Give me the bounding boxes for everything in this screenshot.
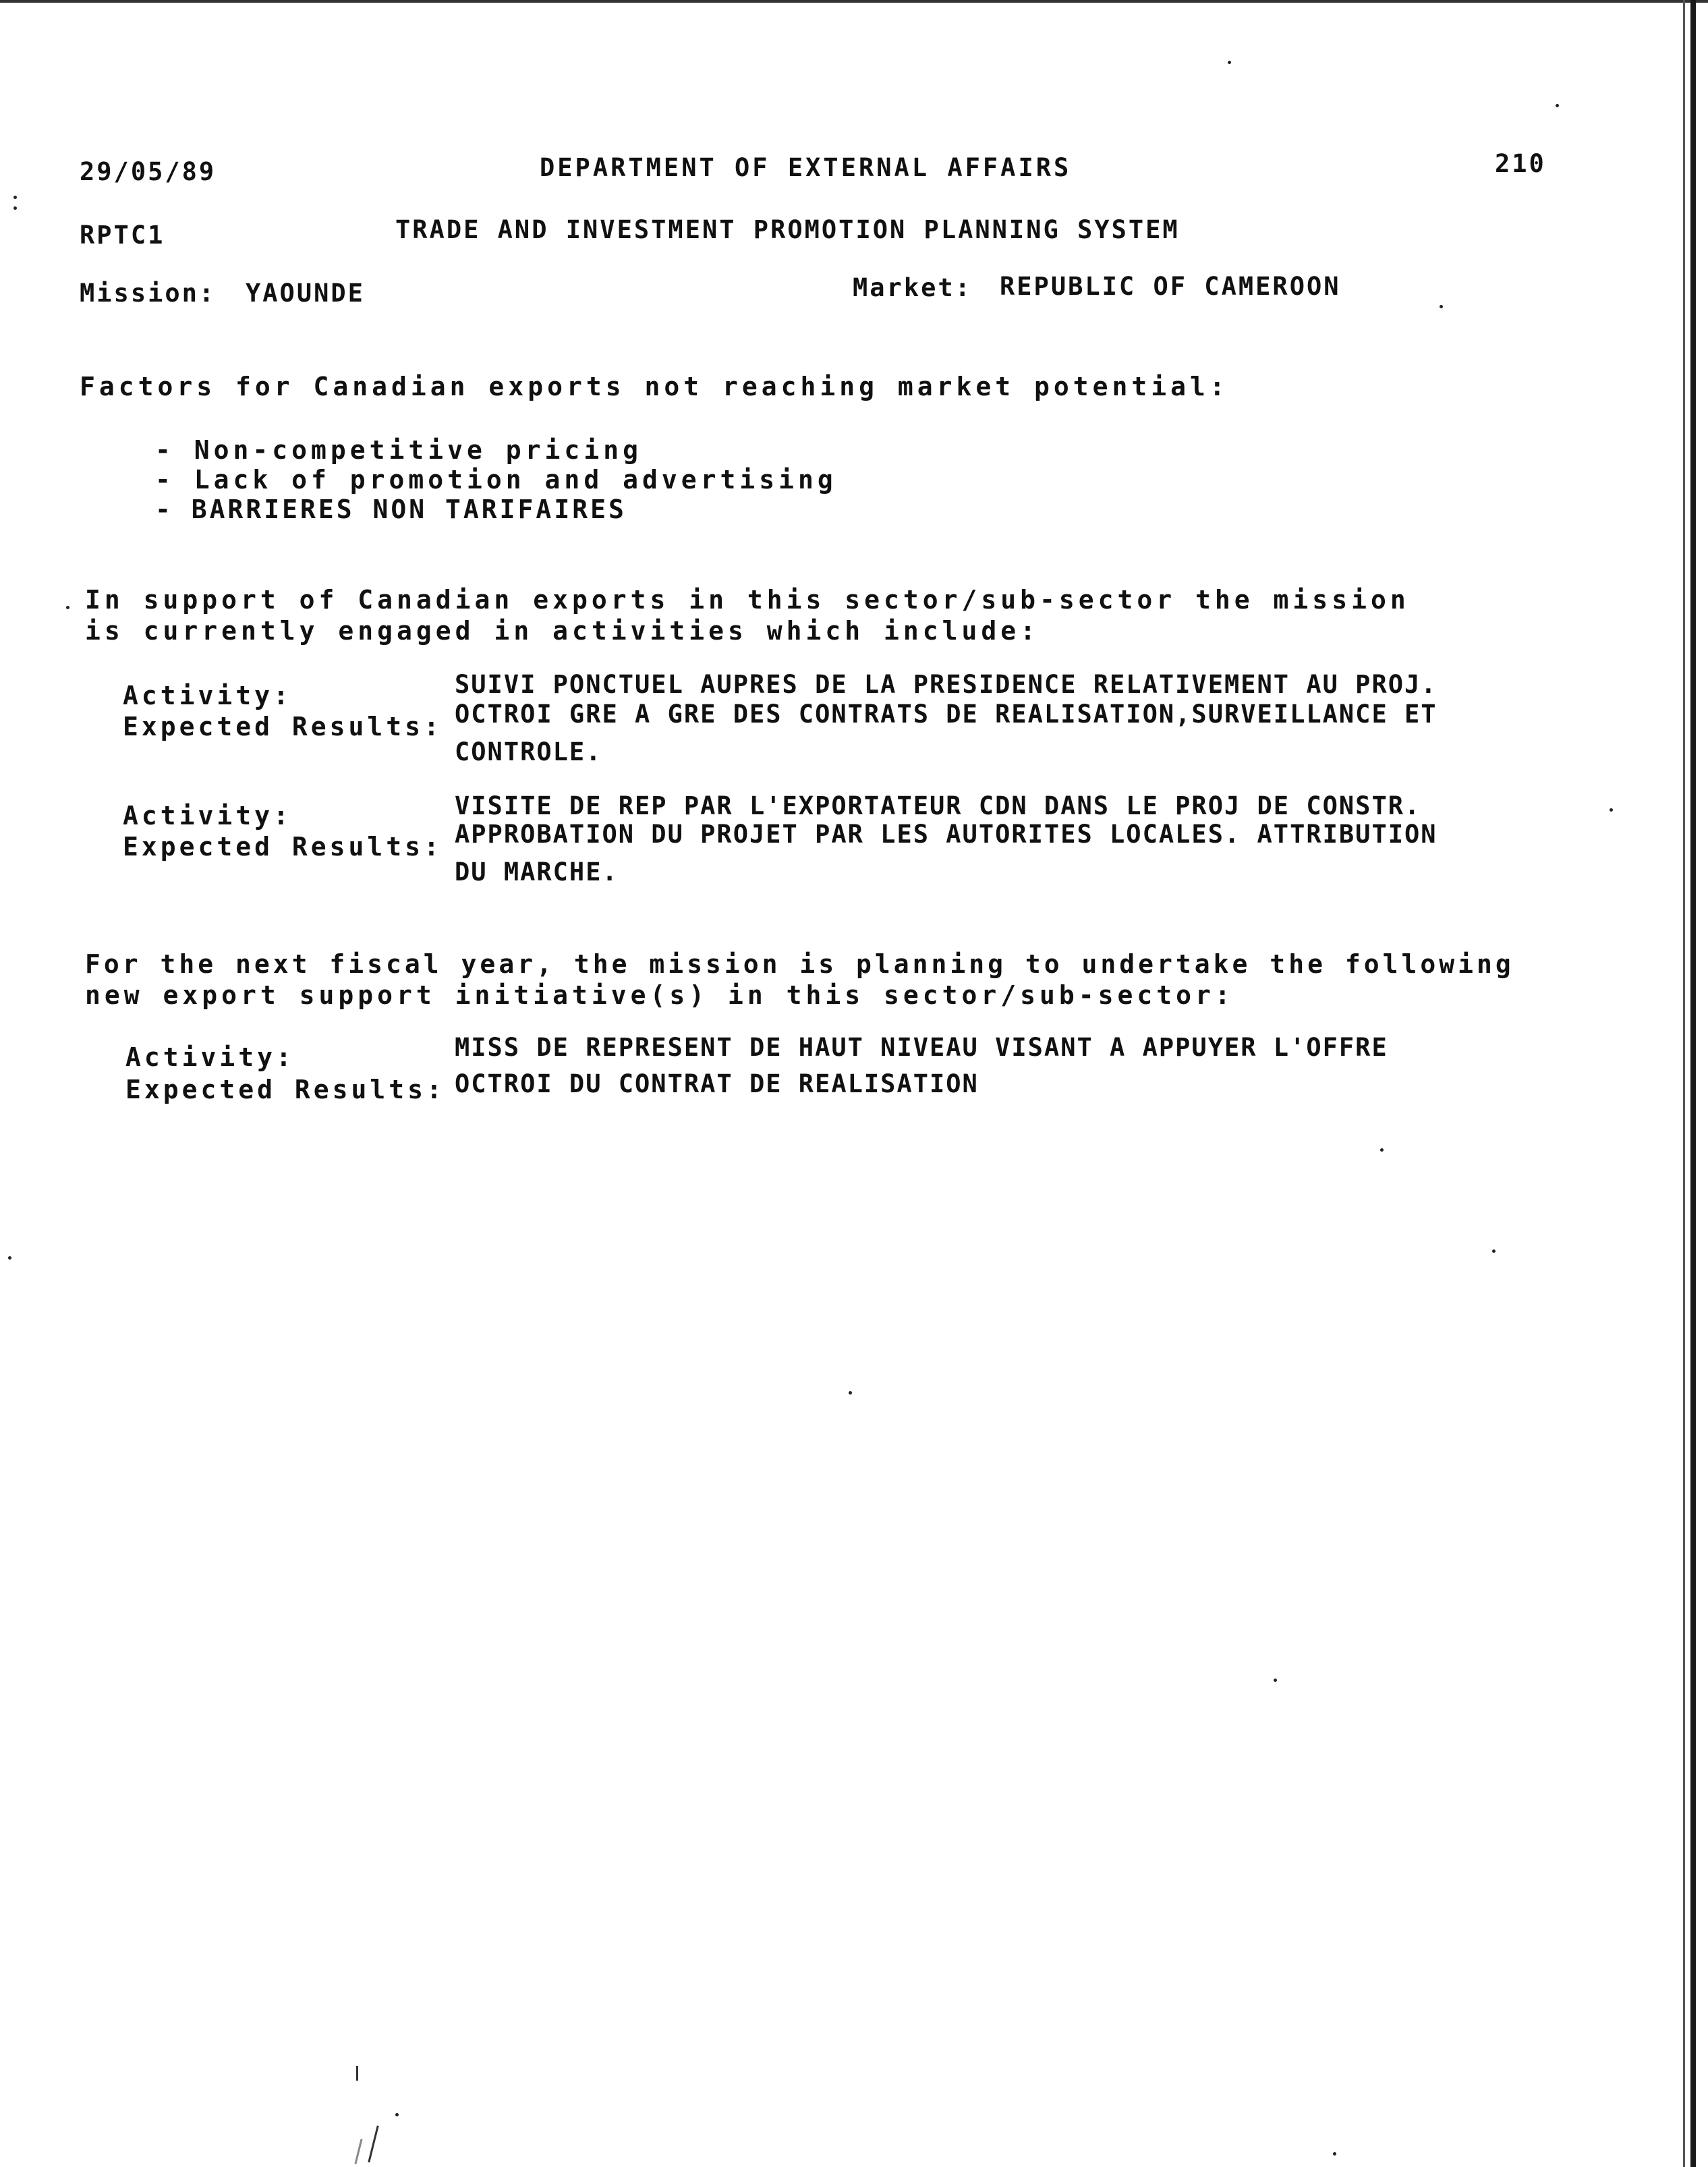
expected-results-text-cont: CONTROLE.: [455, 737, 602, 766]
scan-speck: [1274, 1679, 1277, 1682]
page-number: 210: [1495, 149, 1546, 178]
scan-speck: [13, 206, 17, 210]
activity-label: Activity:: [123, 681, 292, 710]
scan-top-edge: [0, 0, 1708, 3]
scan-mark: [356, 2066, 358, 2081]
report-date: 29/05/89: [80, 157, 217, 186]
activity-text: MISS DE REPRESENT DE HAUT NIVEAU VISANT A APPUYER L'OFFRE: [455, 1033, 1388, 1062]
scan-speck: [13, 196, 17, 199]
scan-speck: [1440, 305, 1443, 308]
market-value: REPUBLIC OF CAMEROON: [1000, 272, 1341, 301]
system-title: TRADE AND INVESTMENT PROMOTION PLANNING SYSTEM: [395, 215, 1180, 244]
next-year-intro-line1: For the next fiscal year, the mission is planning to undertake the following: [85, 949, 1514, 979]
expected-results-text-cont: DU MARCHE.: [455, 857, 619, 886]
scan-speck: [395, 2113, 399, 2116]
expected-results-text: APPROBATION DU PROJET PAR LES AUTORITES LOCALES. ATTRIBUTION: [455, 820, 1437, 849]
factor-item: - Non-competitive pricing: [155, 435, 642, 465]
report-code: RPTC1: [80, 221, 165, 250]
scan-speck: [1380, 1148, 1384, 1152]
current-intro-line2: is currently engaged in activities which include:: [85, 616, 1040, 646]
mission-value: YAOUNDE: [246, 279, 365, 308]
scan-speck: [1492, 1249, 1496, 1253]
factor-item: - Lack of promotion and advertising: [155, 465, 837, 495]
scan-speck: [66, 606, 69, 609]
scan-speck: [1333, 2152, 1336, 2156]
scan-right-edge-inner: [1683, 0, 1685, 2167]
scan-speck: [1610, 808, 1613, 812]
mission-label: Mission:: [80, 279, 217, 308]
activity-text: SUIVI PONCTUEL AUPRES DE LA PRESIDENCE RELATIVEMENT AU PROJ.: [455, 670, 1437, 699]
next-year-intro-line2: new export support initiative(s) in this sector/sub-sector:: [85, 980, 1234, 1010]
current-intro-line1: In support of Canadian exports in this sector/sub-sector the mission: [85, 585, 1410, 615]
scan-speck: [849, 1391, 852, 1395]
expected-results-text: OCTROI DU CONTRAT DE REALISATION: [455, 1069, 979, 1098]
factors-heading: Factors for Canadian exports not reaching market potential:: [80, 372, 1229, 401]
scan-mark: [368, 2125, 378, 2162]
activity-label: Activity:: [123, 801, 292, 831]
activity-label: Activity:: [125, 1042, 295, 1072]
expected-results-label: Expected Results:: [125, 1075, 445, 1104]
scan-right-edge: [1690, 0, 1696, 2167]
scan-mark: [354, 2139, 362, 2164]
market-label: Market:: [853, 273, 972, 302]
scan-speck: [1556, 104, 1559, 107]
expected-results-text: OCTROI GRE A GRE DES CONTRATS DE REALISATION,SURVEILLANCE ET: [455, 700, 1437, 729]
expected-results-label: Expected Results:: [123, 832, 443, 862]
department-title: DEPARTMENT OF EXTERNAL AFFAIRS: [540, 153, 1072, 182]
scan-speck: [8, 1256, 11, 1260]
scan-speck: [1228, 61, 1231, 64]
activity-text: VISITE DE REP PAR L'EXPORTATEUR CDN DANS LE PROJ DE CONSTR.: [455, 791, 1421, 820]
expected-results-label: Expected Results:: [123, 712, 443, 741]
factor-item: - BARRIERES NON TARIFAIRES: [155, 495, 627, 524]
